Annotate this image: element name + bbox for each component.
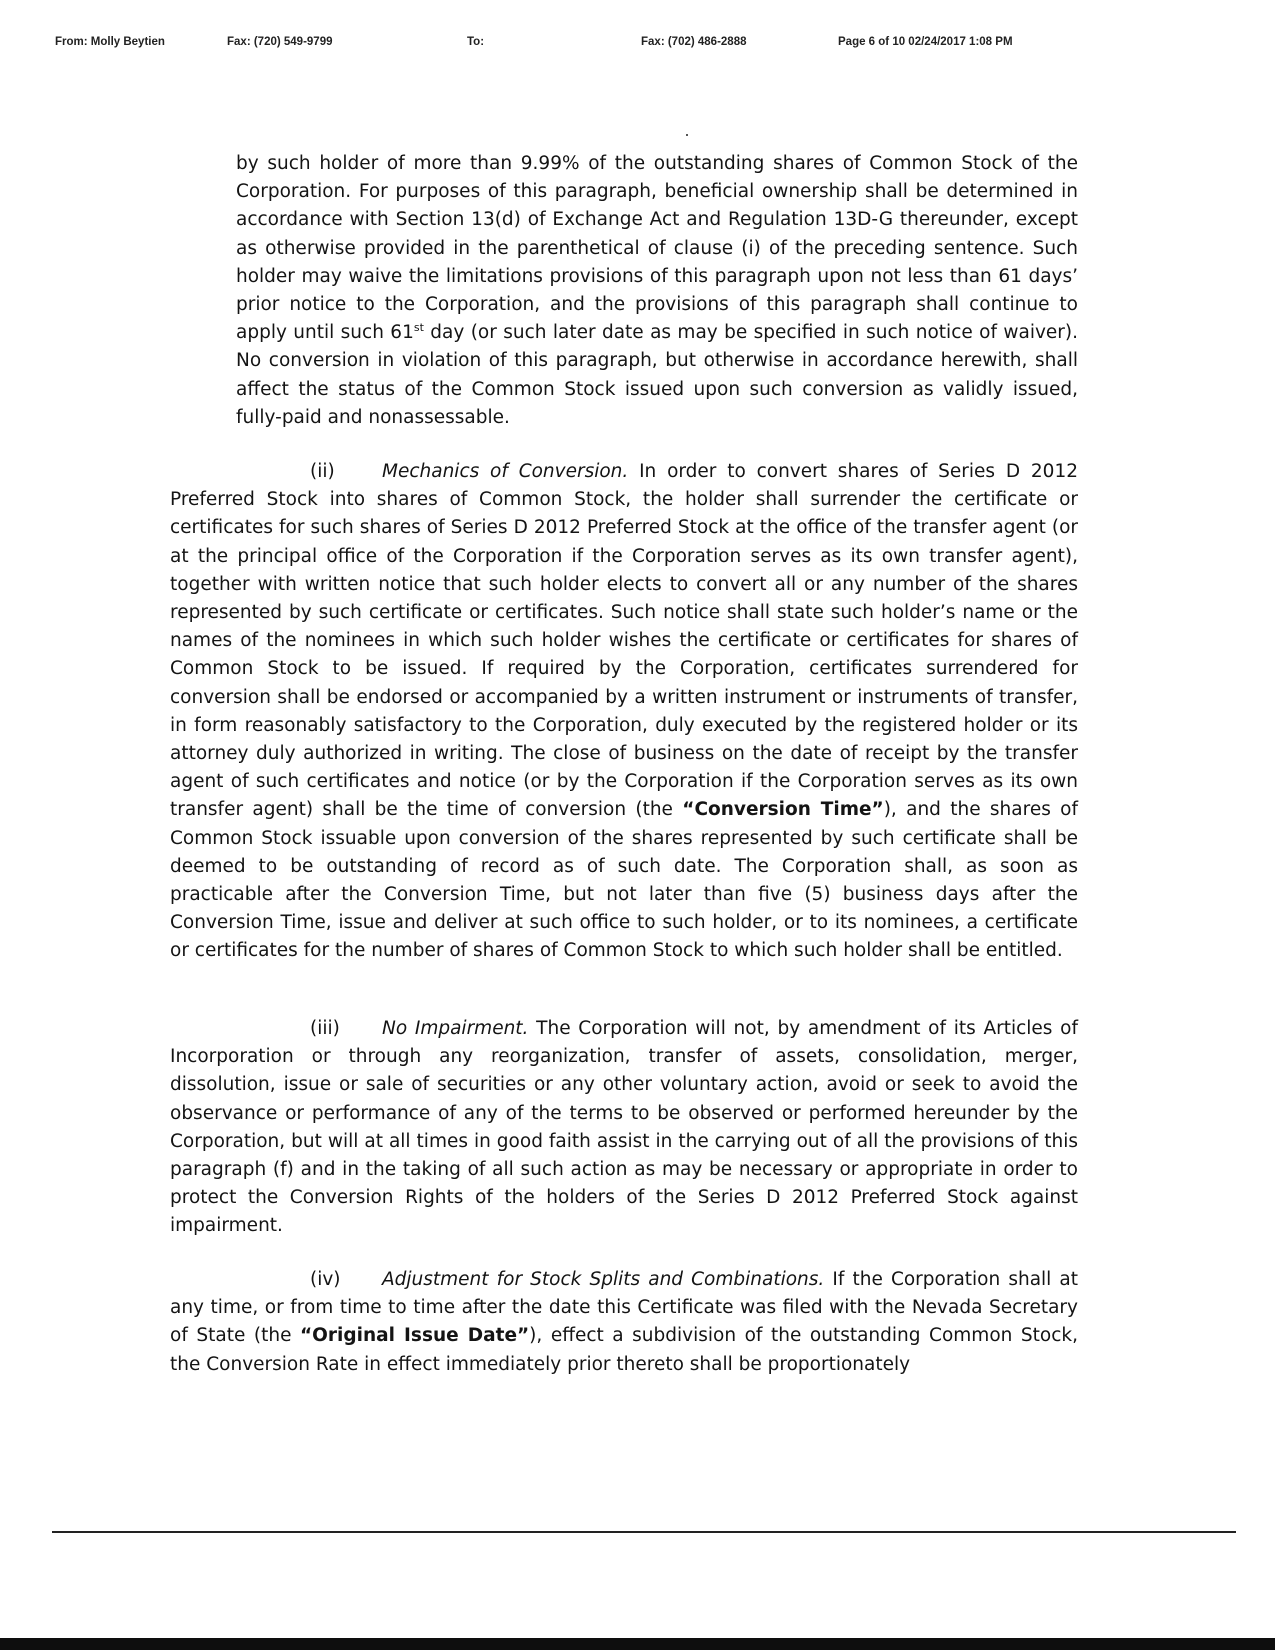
section-ii-paragraph: [170, 458, 1078, 966]
original-issue-date-term: “Original Issue Date”: [300, 1325, 530, 1347]
scan-speck: [686, 134, 688, 136]
ordinal-superscript: st: [413, 321, 424, 335]
fax-to-number: Fax: (702) 486-2888: [641, 36, 747, 48]
section-iii-paragraph: [170, 1015, 1078, 1241]
section-iv-paragraph: [170, 1266, 1078, 1379]
section-ii-caption: Mechanics of Conversion.: [382, 461, 629, 482]
section-iii-caption: No Impairment.: [382, 1018, 529, 1039]
scan-bottom-edge: [0, 1638, 1275, 1650]
section-ii-number: (ii): [310, 461, 335, 482]
fax-page-info: Page 6 of 10 02/24/2017 1:08 PM: [838, 36, 1013, 48]
fax-to: To:: [467, 36, 485, 48]
conversion-time-term: “Conversion Time”: [682, 799, 884, 821]
section-iv-caption: Adjustment for Stock Splits and Combinations.: [382, 1269, 825, 1290]
section-ii-text-2: ), and the shares of Common Stock issuable upon conversion of the shares represented by such certificate shall be deemed to be outstanding of record as of such date. The Corporation shall, as soon as practicable after the Conversion Time, but not later than five (5) business days after the Conversion Time, issue and deliver at such office to such holder, or to its nominees, a certificate or certificates for the number of shares of Common Stock to which such holder shall be entitled.: [170, 799, 1078, 962]
section-ii-text-1: In order to convert shares of Series D 2012 Preferred Stock into shares of Common Stock, the holder shall surrender the certificate or certificates for such shares of Series D 2012 Preferred Stock at the office of the transfer agent (or at the principal office of the Corporation if the Corporation serves as its own transfer agent), together with written notice that such holder elects to convert all or any number of the shares represented by such certificate or certificates. Such notice shall state such holder’s name or the names of the nominees in which such holder wishes the certificate or certificates for shares of Common Stock to be issued. If required by the Corporation, certificates surrendered for conversion shall be endorsed or accompanied by a written instrument or instruments of transfer, in form reasonably satisfactory to the Corporation, duly executed by the registered holder or its attorney duly authorized in writing. The close of business on the date of receipt by the transfer agent of such certificates and notice (or by the Corporation if the Corporation serves as its own transfer agent) shall be the time of conversion (the: [170, 461, 1078, 821]
fax-from-name: From: Molly Beytien: [55, 36, 165, 48]
section-iii-number: (iii): [310, 1018, 340, 1039]
fax-header: [0, 36, 1275, 56]
section-iii-text: The Corporation will not, by amendment of its Articles of Incorporation or through any reorganization, transfer of assets, consolidation, merger, dissolution, issue or sale of securities or any other voluntary action, avoid or seek to avoid the observance or performance of any of the terms to be observed or performed hereunder by the Corporation, but will at all times in good faith assist in the carrying out of all the provisions of this paragraph (f) and in the taking of all such action as may be necessary or appropriate in order to protect the Conversion Rights of the holders of the Series D 2012 Preferred Stock against impairment.: [170, 1018, 1078, 1237]
continuation-text-after: day (or such later date as may be specified in such notice of waiver). No conversion in violation of this paragraph, but otherwise in accordance herewith, shall affect the status of the Common Stock issued upon such conversion as validly issued, fully-paid and nonassessable.: [236, 322, 1078, 428]
fax-from-number: Fax: (720) 549-9799: [227, 36, 333, 48]
continuation-text: by such holder of more than 9.99% of the outstanding shares of Common Stock of the Corporation. For purposes of this paragraph, beneficial ownership shall be determined in accordance with Section 13(d) of Exchange Act and Regulation 13D-G thereunder, except as otherwise provided in the parenthetical of clause (i) of the preceding sentence. Such holder may waive the limitations provisions of this paragraph upon not less than 61 days’ prior notice to the Corporation, and the provisions of this paragraph shall continue to apply until such 61: [236, 153, 1078, 344]
section-iv-text-1: If the Corporation shall at any time, or from time to time after the date this Certificate was filed with the Nevada Secretary of State (the: [170, 1269, 1079, 1347]
section-iv-number: (iv): [310, 1269, 341, 1290]
section-iv-text-2: ), effect a subdivision of the outstanding Common Stock, the Conversion Rate in effect immediately prior thereto shall be proportionately: [170, 1325, 1078, 1375]
footer-rule: [52, 1531, 1236, 1533]
continuation-paragraph: [236, 150, 1078, 432]
